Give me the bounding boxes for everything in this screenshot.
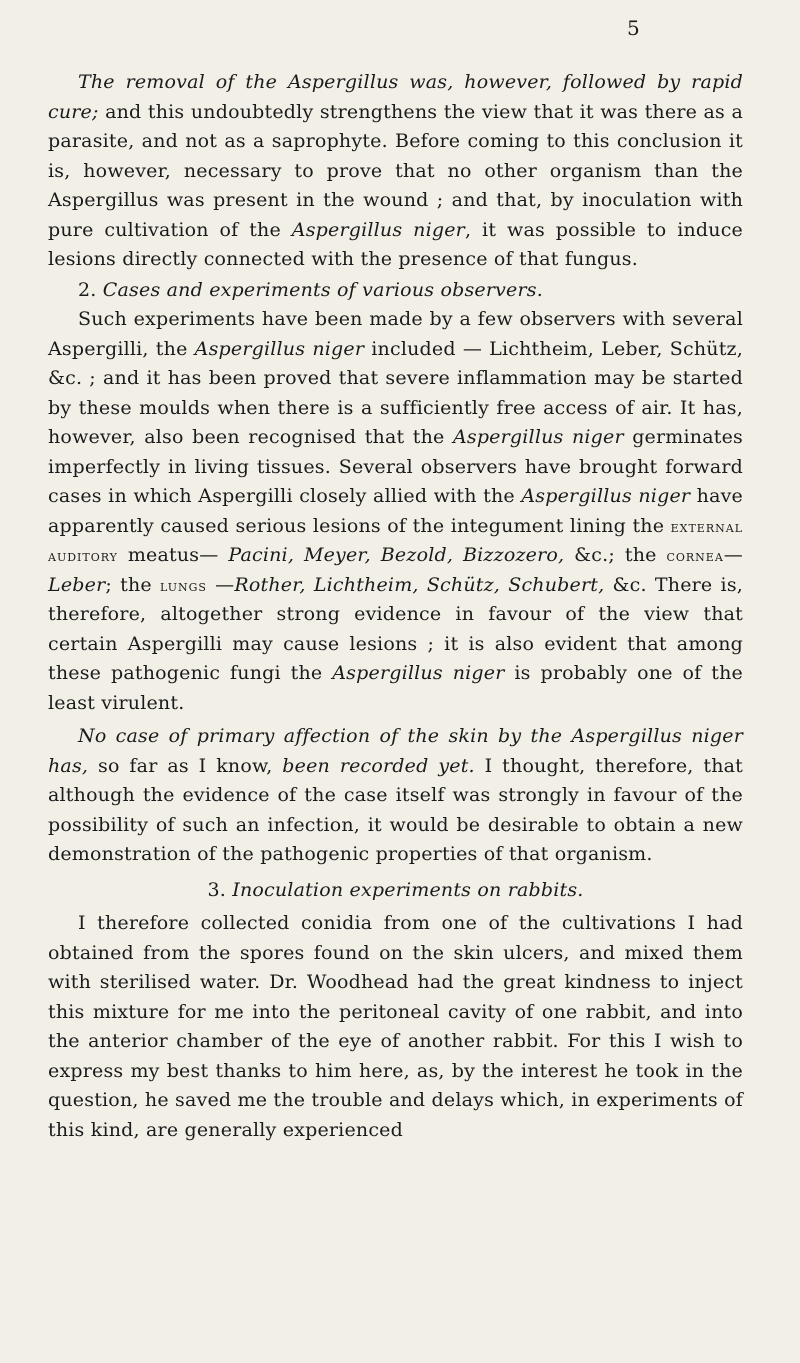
section-title: Cases and experiments of various observers. [102, 278, 543, 301]
text-run: germinates imperfectly in living tissues. Several observers have brought forward cases in which Aspergilli closely allied with the [48, 426, 743, 507]
text-run: meatus— [117, 544, 229, 566]
italic-run: Leber [48, 573, 106, 596]
text-run: included — Lichtheim, Leber, Schütz, &c. ; and it has been proved that severe inflammation may be started by these moulds when there is a sufficiently free access of air. It has, however, also been recognised that the [48, 337, 743, 448]
section-heading-2 [48, 276, 743, 306]
text-run: have apparently caused serious lesions of the integument lining the [48, 485, 744, 537]
text-run: — [206, 573, 235, 596]
italic-run: Aspergillus niger [521, 485, 691, 507]
small-caps-run: external auditory [48, 516, 743, 565]
text-run: ; the [105, 573, 161, 596]
small-caps-run: cornea [666, 546, 724, 565]
small-caps-run: lungs [160, 575, 207, 595]
italic-run: Aspergillus niger [332, 662, 505, 684]
italic-run: The removal of the Aspergillus was, however, followed by rapid cure; [48, 71, 743, 123]
page-number: 5 [627, 16, 640, 40]
section-heading-3 [48, 876, 743, 906]
italic-run: Aspergillus niger [452, 426, 624, 448]
italic-run: been recorded yet. [282, 754, 475, 777]
section-number: 2. [78, 278, 97, 301]
text-run: so far as I know, [88, 754, 283, 777]
italic-run: Rother, Lichtheim, Schütz, Schubert, [234, 573, 605, 596]
paragraph-no-case [48, 722, 743, 870]
body-text [48, 68, 743, 1145]
italic-run: Aspergillus niger [291, 218, 465, 241]
text-run: &c.; the [564, 544, 667, 566]
italic-run: Pacini, Meyer, Bezold, Bizzozero, [228, 544, 565, 566]
italic-run: Aspergillus niger [194, 337, 365, 360]
text-run: and this undoubtedly strengthens the view that it was there as a parasite, and not as a saprophyte. Before coming to this conclusion it is, however, necessary to prove that no other organism than the Aspergillus was present in the wound ; and that, by inoculation with pure cultivation of the [48, 100, 743, 241]
section-number: 3. [207, 878, 226, 901]
italic-run: No case of primary affection of the skin by the Aspergillus niger has, [48, 725, 743, 777]
text-run: , it was possible to induce lesions directly connected with the presence of that fungus. [48, 218, 743, 270]
text-run: I thought, therefore, that although the evidence of the case itself was strongly in favour of the possibility of such an infection, it would be desirable to obtain a new demonstration of the pathogenic properties of that organism. [48, 754, 743, 865]
text-run: — [723, 544, 743, 566]
paragraph-observers [48, 305, 743, 718]
text-run: is probably one of the least virulent. [48, 662, 743, 714]
section-title: Inoculation experiments on rabbits. [232, 878, 584, 901]
text-run: Such experiments have been made by a few observers with several Aspergilli, the [48, 308, 743, 360]
paragraph-removal [48, 68, 743, 275]
text-run: &c. There is, therefore, altogether strong evidence in favour of the view that certain Aspergilli may cause lesions ; it is also evident that among these pathogenic fungi the [48, 573, 744, 684]
paragraph-inoculation: I therefore collected conidia from one of the cultivations I had obtained from the spores found on the skin ulcers, and mixed them with sterilised water. Dr. Woodhead had the great kindness to inject this mixture for me into the peritoneal cavity of one rabbit, and into the anterior chamber of the eye of another rabbit. For this I wish to express my best thanks to him here, as, by the interest he took in the question, he saved me the trouble and delays which, in experiments of this kind, are generally experienced [48, 912, 743, 1141]
